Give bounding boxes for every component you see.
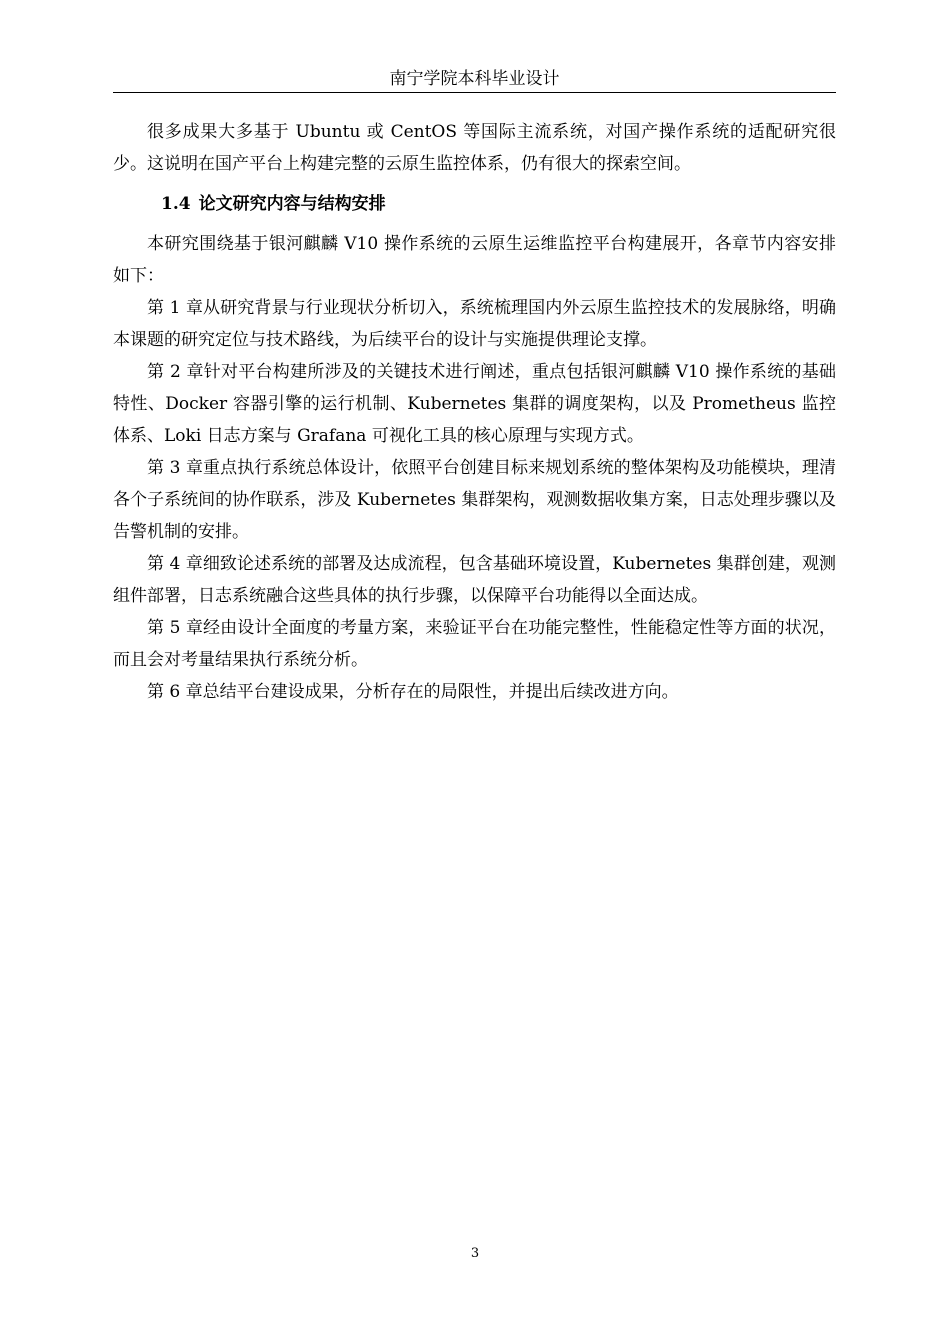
paragraph: 本研究围绕基于银河麒麟 V10 操作系统的云原生运维监控平台构建展开，各章节内容安排如下： bbox=[113, 234, 836, 286]
page-number: 3 bbox=[470, 1246, 480, 1261]
paragraph: 第 3 章重点执行系统总体设计，依照平台创建目标来规划系统的整体架构及功能模块，理清各个子系统间的协作联系，涉及 Kubernetes 集群架构，观测数据收集方案，日志处理步骤以及告警机制的安排。 bbox=[113, 458, 836, 542]
paragraph: 第 4 章细致论述系统的部署及达成流程，包含基础环境设置，Kubernetes 集群创建，观测组件部署，日志系统融合这些具体的执行步骤，以保障平台功能得以全面达成。 bbox=[113, 554, 836, 606]
paragraph: 很多成果大多基于 Ubuntu 或 CentOS 等国际主流系统，对国产操作系统的适配研究很少。这说明在国产平台上构建完整的云原生监控体系，仍有很大的探索空间。 bbox=[113, 122, 836, 174]
section-number: 1.4 bbox=[161, 194, 191, 214]
paragraph: 第 1 章从研究背景与行业现状分析切入，系统梳理国内外云原生监控技术的发展脉络，明确本课题的研究定位与技术路线，为后续平台的设计与实施提供理论支撑。 bbox=[113, 298, 836, 350]
paragraph: 第 6 章总结平台建设成果，分析存在的局限性，并提出后续改进方向。 bbox=[147, 682, 679, 702]
paragraph: 第 2 章针对平台构建所涉及的关键技术进行阐述，重点包括银河麒麟 V10 操作系统的基础特性、Docker 容器引擎的运行机制、Kubernetes 集群的调度架构，以及 Prometheus 监控体系、Loki 日志方案与 Grafana 可视化工具的核心原理与实现方式。 bbox=[113, 362, 836, 446]
page-content bbox=[113, 116, 836, 708]
page-header: 南宁学院本科毕业设计 bbox=[113, 68, 836, 93]
paragraph: 第 5 章经由设计全面度的考量方案，来验证平台在功能完整性，性能稳定性等方面的状况，而且会对考量结果执行系统分析。 bbox=[113, 618, 836, 670]
section-heading bbox=[113, 188, 836, 220]
section-title: 论文研究内容与结构安排 bbox=[198, 194, 386, 214]
